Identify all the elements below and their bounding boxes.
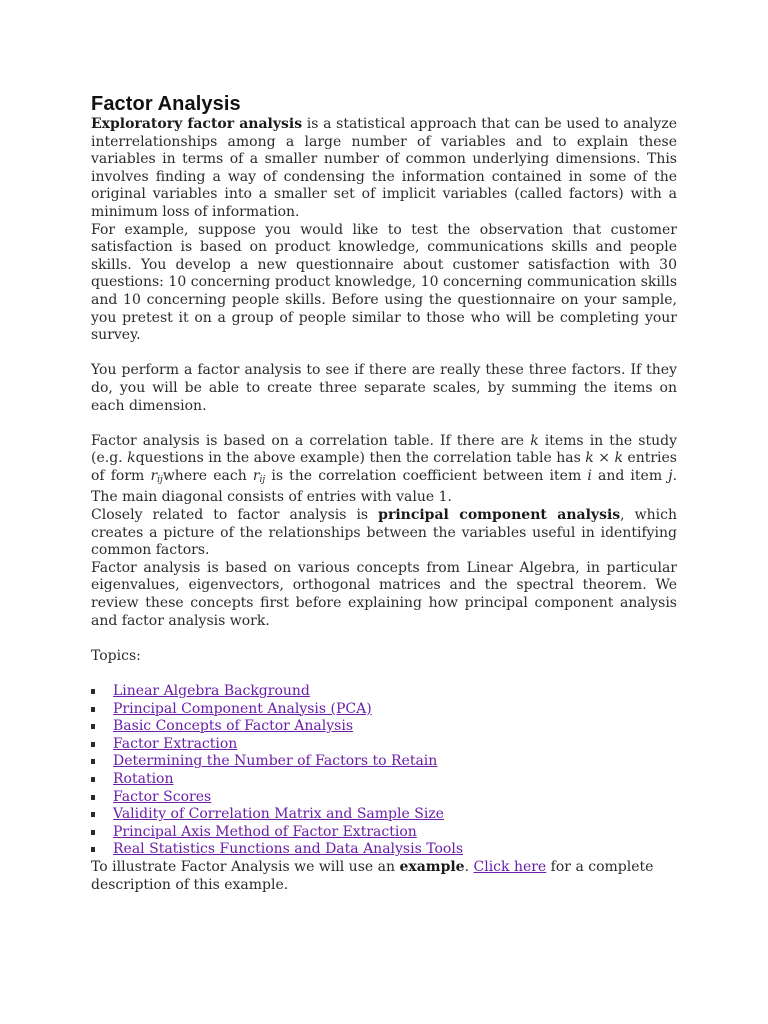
topic-link-factor-scores[interactable]: Factor Scores	[113, 788, 212, 805]
list-item	[91, 718, 677, 736]
bullet-icon	[91, 830, 95, 835]
correlation-paragraph: Factor analysis is based on a correlation table. If there are k items in the study (e.g. kquestions in the above example) then the correlation table has k × k entries of form $r_{ij}where$ each $r_{ij}$ is the correlation coefficient between item i and item j. The main diagonal consists of entries with value 1.	[91, 432, 678, 506]
topic-link-validity[interactable]: Validity of Correlation Matrix and Sample Size	[113, 806, 444, 823]
pca-bold-term: principal component analysis	[378, 507, 621, 524]
topic-link-pca[interactable]: Principal Component Analysis (PCA)	[113, 700, 372, 717]
spacer	[91, 415, 677, 433]
bullet-icon	[91, 689, 95, 694]
topic-link-number-of-factors[interactable]: Determining the Number of Factors to Retain	[113, 753, 438, 770]
article-body	[91, 92, 677, 894]
topic-link-principal-axis[interactable]: Principal Axis Method of Factor Extraction	[113, 823, 417, 840]
bullet-icon	[91, 707, 95, 712]
topic-link-real-statistics[interactable]: Real Statistics Functions and Data Analysis Tools	[113, 841, 463, 858]
concepts-paragraph: Factor analysis is based on various concepts from Linear Algebra, in particular eigenvalues, eigenvectors, orthogonal matrices and the spectral theorem. We review these concepts first before explaining how principal component analysis and factor analysis work.	[91, 559, 677, 629]
bullet-icon	[91, 812, 95, 817]
topics-label: Topics:	[91, 647, 141, 664]
example-bold-term: example	[399, 858, 465, 875]
list-item	[91, 753, 677, 771]
list-item	[91, 736, 677, 754]
list-item	[91, 806, 677, 824]
bullet-icon	[91, 724, 95, 729]
spacer	[91, 630, 677, 648]
list-item	[91, 789, 677, 807]
topic-link-basic-concepts[interactable]: Basic Concepts of Factor Analysis	[113, 718, 354, 735]
perform-paragraph: You perform a factor analysis to see if there are really these three factors. If they do, you will be able to create three separate scales, by summing the items on each dimension.	[91, 362, 677, 414]
list-item	[91, 841, 677, 859]
example-paragraph: For example, suppose you would like to test the observation that customer satisfaction is based on product knowledge, communications skills and people skills. You develop a new questionnaire about customer satisfaction with 30 questions: 10 concerning product knowledge, 10 concerning communication skills and 10 concerning people skills. Before using the questionnaire on your sample, you pretest it on a group of people similar to those who will be completing your survey.	[91, 221, 677, 344]
intro-text: is a statistical approach that can be used to analyze interrelationships among a large number of variables and to explain these variables in terms of a smaller number of common underlying dimensions. This involves finding a way of condensing the information contained in some of the original variables into a smaller set of implicit variables (called factors) with a minimum loss of information.	[91, 116, 677, 220]
bullet-icon	[91, 777, 95, 782]
list-item	[91, 701, 677, 719]
list-item	[91, 771, 677, 789]
bullet-icon	[91, 795, 95, 800]
bullet-icon	[91, 742, 95, 747]
click-here-link[interactable]: Click here	[473, 858, 547, 875]
list-item	[91, 683, 677, 701]
topic-link-linear-algebra[interactable]: Linear Algebra Background	[113, 683, 310, 699]
bullet-icon	[91, 759, 95, 764]
spacer	[91, 665, 677, 683]
topics-list	[91, 683, 677, 859]
pca-paragraph: Closely related to factor analysis is principal component analysis, which creates a picture of the relationships between the variables useful in identifying common factors.	[91, 507, 677, 559]
spacer	[91, 345, 677, 363]
topic-link-factor-extraction[interactable]: Factor Extraction	[113, 735, 238, 752]
intro-paragraph	[91, 116, 677, 222]
bullet-icon	[91, 847, 95, 852]
list-item	[91, 824, 677, 842]
topic-link-rotation[interactable]: Rotation	[113, 770, 174, 787]
page-title: Factor Analysis	[91, 93, 241, 115]
intro-bold-term: Exploratory factor analysis	[91, 116, 303, 132]
closing-paragraph: To illustrate Factor Analysis we will use an example. Click here for a complete description of this example.	[91, 858, 654, 893]
